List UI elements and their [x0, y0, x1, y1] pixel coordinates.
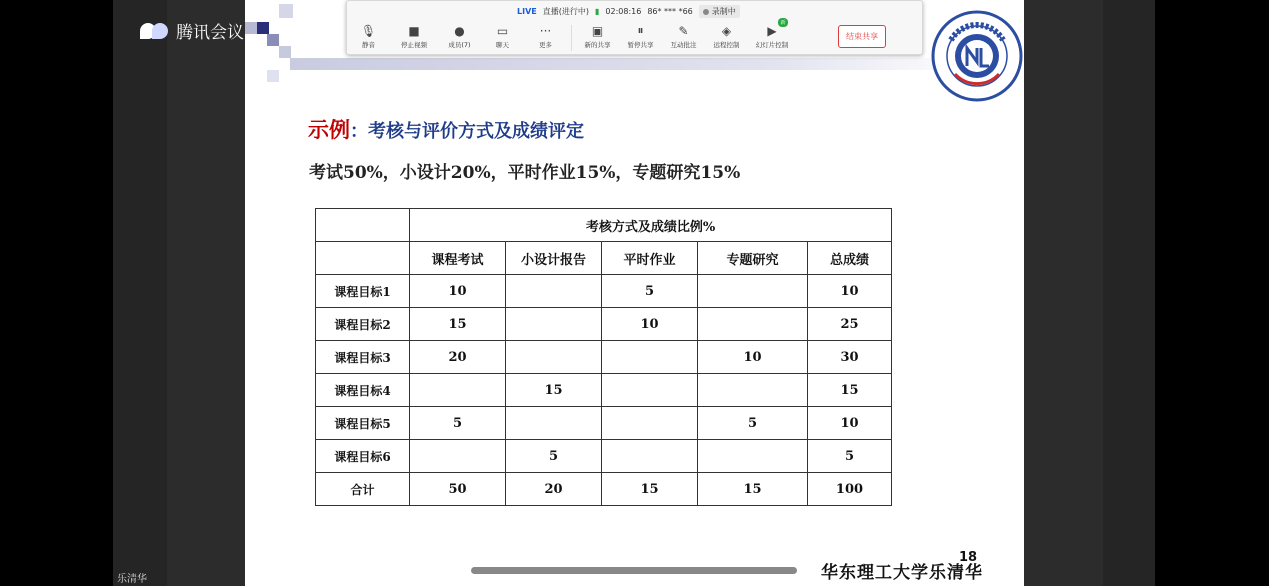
decor-square	[279, 4, 293, 18]
annotate-button[interactable]	[662, 23, 705, 53]
table-cell: 15	[698, 473, 808, 506]
decor-square	[267, 34, 279, 46]
record-icon	[703, 9, 709, 15]
remote-control-button[interactable]	[705, 23, 748, 53]
members-button[interactable]	[438, 23, 481, 53]
table-cell: 15	[808, 374, 892, 407]
row-header: 课程目标3	[316, 341, 410, 374]
table-row	[316, 308, 892, 341]
participant-name: 乐清华	[117, 574, 147, 585]
column-header: 课程考试	[410, 242, 506, 275]
footer-school: 华东理工大学乐清华	[821, 563, 983, 583]
recording-indicator[interactable]	[699, 5, 740, 18]
slide-header-bar	[290, 58, 980, 70]
left-side-strip	[113, 0, 167, 586]
table-cell: 10	[410, 275, 506, 308]
column-header: 专题研究	[698, 242, 808, 275]
row-header: 课程目标4	[316, 374, 410, 407]
camera-icon: ■	[408, 23, 420, 38]
table-cell: 10	[808, 407, 892, 440]
remote-control-label: 远程控制	[713, 41, 740, 49]
table-cell: 15	[602, 473, 698, 506]
table-row	[316, 341, 892, 374]
mute-button[interactable]	[347, 23, 390, 53]
table-header-row	[316, 209, 892, 242]
pause-icon: ⏸	[637, 23, 644, 37]
slide-subtitle: 考试50%，小设计20%，平时作业15%，专题研究15%	[309, 163, 741, 183]
table-cell: 25	[808, 308, 892, 341]
table-cell	[506, 308, 602, 341]
annotate-label: 互动批注	[670, 41, 697, 49]
decor-square	[257, 22, 269, 34]
remote-control-icon: ◈	[721, 23, 732, 38]
tencent-meeting-logo-icon	[140, 22, 170, 40]
app-logo	[140, 18, 244, 43]
table-cell	[698, 275, 808, 308]
microphone-icon: 🎙	[360, 23, 377, 38]
recording-label: 录制中	[711, 7, 736, 16]
annotate-icon: ✎	[678, 23, 689, 38]
chat-label: 聊天	[496, 41, 509, 49]
table-cell: 20	[410, 341, 506, 374]
table-column-row	[316, 242, 892, 275]
table-cell	[602, 374, 698, 407]
table-cell: 10	[602, 308, 698, 341]
meeting-toolbar	[346, 0, 923, 55]
live-label: LIVE	[517, 7, 537, 16]
table-cell	[698, 374, 808, 407]
new-share-button[interactable]	[576, 23, 619, 53]
row-header: 课程目标6	[316, 440, 410, 473]
table-row	[316, 440, 892, 473]
pause-share-button[interactable]	[619, 23, 662, 53]
table-corner-cell	[316, 209, 410, 242]
table-cell: 100	[808, 473, 892, 506]
scroll-indicator[interactable]	[471, 567, 797, 574]
more-button[interactable]	[524, 23, 567, 53]
meeting-id: 86* *** *66	[647, 7, 693, 16]
new-badge: 新	[780, 20, 786, 26]
slide-title-text: ：考核与评价方式及成绩评定	[350, 121, 584, 142]
table-cell: 5	[808, 440, 892, 473]
table-cell: 5	[698, 407, 808, 440]
decor-square	[245, 22, 257, 34]
members-icon: ●	[454, 23, 465, 38]
table-cell	[506, 275, 602, 308]
shared-slide	[245, 0, 1024, 586]
table-cell	[602, 407, 698, 440]
slide-control-label: 幻灯片控制	[755, 41, 789, 49]
table-cell: 10	[698, 341, 808, 374]
column-header: 小设计报告	[506, 242, 602, 275]
more-label: 更多	[539, 41, 552, 49]
slide-control-icon: ▶ 新	[767, 20, 786, 38]
table-cell	[410, 440, 506, 473]
decor-square	[279, 46, 291, 58]
grade-table	[315, 208, 892, 506]
table-cell: 5	[410, 407, 506, 440]
table-cell	[602, 440, 698, 473]
row-header: 课程目标2	[316, 308, 410, 341]
table-cell: 15	[506, 374, 602, 407]
mute-label: 静音	[362, 41, 375, 49]
table-cell	[698, 440, 808, 473]
table-cell: 30	[808, 341, 892, 374]
decor-square	[267, 70, 279, 82]
table-row	[316, 374, 892, 407]
table-row	[316, 407, 892, 440]
slide-control-button[interactable]	[748, 20, 796, 53]
table-corner-cell	[316, 242, 410, 275]
column-header: 平时作业	[602, 242, 698, 275]
meeting-status	[517, 5, 740, 18]
table-cell: 5	[602, 275, 698, 308]
right-side-strip	[1103, 0, 1155, 586]
table-cell: 10	[808, 275, 892, 308]
app-name: 腾讯会议	[176, 23, 244, 43]
end-share-button[interactable]: 结束共享	[838, 25, 886, 48]
stop-video-button[interactable]	[390, 23, 438, 53]
table-cell: 15	[410, 308, 506, 341]
table-cell	[506, 341, 602, 374]
table-row	[316, 473, 892, 506]
slide-title	[308, 114, 584, 144]
table-cell: 50	[410, 473, 506, 506]
members-label: 成员(7)	[448, 41, 471, 49]
table-cell: 20	[506, 473, 602, 506]
row-header: 合计	[316, 473, 410, 506]
page-number: 18	[959, 550, 978, 565]
stop-video-label: 停止视频	[401, 41, 427, 49]
chat-button[interactable]	[481, 23, 524, 53]
meeting-time: 02:08:16	[605, 7, 642, 16]
toolbar-separator	[571, 25, 572, 51]
table-cell: 5	[506, 440, 602, 473]
seal-icon	[931, 10, 1024, 103]
table-cell	[506, 407, 602, 440]
table-cell	[410, 374, 506, 407]
table-group-header: 考核方式及成绩比例%	[410, 209, 892, 242]
row-header: 课程目标1	[316, 275, 410, 308]
table-cell	[602, 341, 698, 374]
new-share-label: 新的共享	[584, 41, 611, 49]
table-cell	[698, 308, 808, 341]
live-status: 直播(进行中)	[542, 7, 589, 16]
signal-icon: ▮	[594, 7, 600, 16]
screen-share-icon: ▣	[591, 23, 604, 38]
university-seal-logo	[931, 10, 1024, 103]
chat-icon: ▭	[496, 23, 509, 38]
row-header: 课程目标5	[316, 407, 410, 440]
slide-title-prefix: 示例	[308, 118, 350, 142]
table-row	[316, 275, 892, 308]
toolbar-buttons	[347, 20, 796, 53]
column-header: 总成绩	[808, 242, 892, 275]
more-icon: ···	[539, 23, 552, 38]
pause-share-label: 暂停共享	[627, 41, 654, 49]
